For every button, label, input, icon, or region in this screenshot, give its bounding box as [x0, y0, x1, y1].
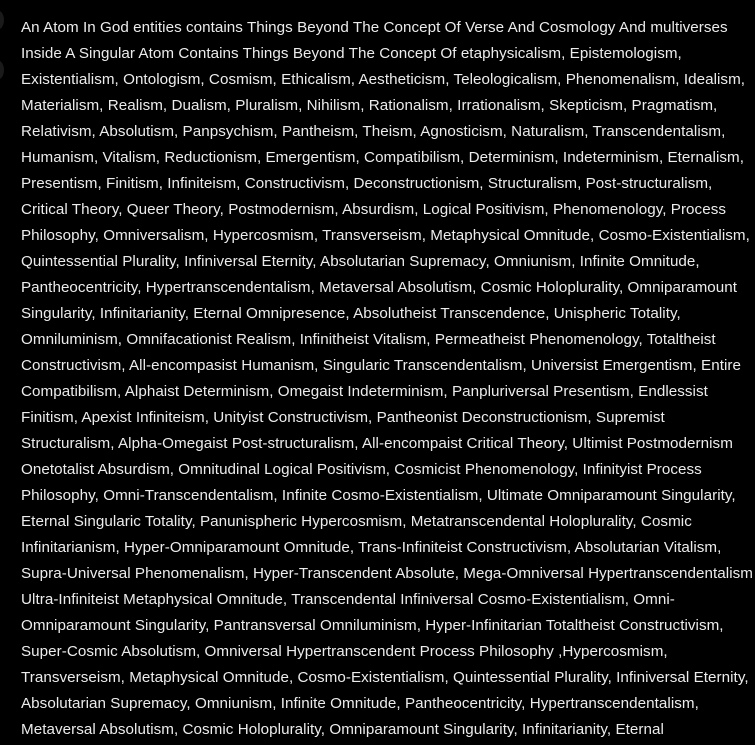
- message-line: Relativism, Absolutism, Panpsychism, Pantheism, Theism, Agnosticism, Naturalism, Transcendentalism,: [21, 123, 726, 140]
- message-line: Super-Cosmic Absolutism, Omniversal Hypertranscendent Process Philosophy ,Hypercosmism,: [21, 643, 668, 660]
- message-line: Eternal Singularic Totality, Panunispheric Hypercosmism, Metatranscendental Holoplurality, Cosmic: [21, 513, 692, 530]
- message-line: Materialism, Realism, Dualism, Pluralism, Nihilism, Rationalism, Irrationalism, Skepticism, Pragmatism,: [21, 97, 718, 114]
- message-line: Quintessential Plurality, Infiniversal Eternity, Absolutarian Supremacy, Omniunism, Infinite Omnitude,: [21, 253, 700, 270]
- cropped-avatar-icon: [0, 60, 4, 80]
- message-line: Singularity, Infinitarianity, Eternal Omnipresence, Absolutheist Transcendence, Unispheric Totality,: [21, 305, 681, 322]
- chat-message-body: [21, 15, 755, 743]
- message-line: Structuralism, Alpha-Omegaist Post-structuralism, All-encompaist Critical Theory, Ultimist Postmodernism: [21, 435, 733, 452]
- message-line: Transverseism, Metaphysical Omnitude, Cosmo-Existentialism, Quintessential Plurality, Infiniversal Eternity,: [21, 669, 749, 686]
- message-line: Omniparamount Singularity, Pantransversal Omniluminism, Hyper-Infinitarian Totaltheist Constructivism,: [21, 617, 724, 634]
- message-line: Critical Theory, Queer Theory, Postmodernism, Absurdism, Logical Positivism, Phenomenology, Process: [21, 201, 726, 218]
- message-line: Existentialism, Ontologism, Cosmism, Ethicalism, Aestheticism, Teleologicalism, Phenomenalism, Idealism,: [21, 71, 746, 88]
- message-line: Presentism, Finitism, Infiniteism, Constructivism, Deconstructionism, Structuralism, Post-structuralism,: [21, 175, 713, 192]
- message-line: Infinitarianism, Hyper-Omniparamount Omnitude, Trans-Infiniteist Constructivism, Absolutarian Vitalism,: [21, 539, 722, 556]
- cropped-avatar-icon: [0, 10, 4, 30]
- message-line: Absolutarian Supremacy, Omniunism, Infinite Omnitude, Pantheocentricity, Hypertranscendentalism,: [21, 695, 699, 712]
- message-line: Philosophy, Omni-Transcendentalism, Infinite Cosmo-Existentialism, Ultimate Omniparamount Singularity,: [21, 487, 736, 504]
- message-line: Compatibilism, Alphaist Determinism, Omegaist Indeterminism, Panpluriversal Presentism, Endlessist: [21, 383, 708, 400]
- message-line: Omniluminism, Omnifacationist Realism, Infinitheist Vitalism, Permeatheist Phenomenology, Totaltheist: [21, 331, 716, 348]
- message-line: Constructivism, All-encompasist Humanism, Singularic Transcendentalism, Universist Emergentism, Entire: [21, 357, 741, 374]
- message-line: Pantheocentricity, Hypertranscendentalism, Metaversal Absolutism, Cosmic Holoplurality, Omniparamount: [21, 279, 738, 296]
- message-line: Supra-Universal Phenomenalism, Hyper-Transcendent Absolute, Mega-Omniversal Hypertranscendentalism: [21, 565, 753, 582]
- message-line: Finitism, Apexist Infiniteism, Unityist Constructivism, Pantheonist Deconstructionism, Supremist: [21, 409, 665, 426]
- message-line: Onetotalist Absurdism, Omnitudinal Logical Positivism, Cosmicist Phenomenology, Infinityist Process: [21, 461, 702, 478]
- message-line: Metaversal Absolutism, Cosmic Holoplurality, Omniparamount Singularity, Infinitarianity, Eternal: [21, 721, 664, 738]
- message-line: Philosophy, Omniversalism, Hypercosmism, Transverseism, Metaphysical Omnitude, Cosmo-Existentialism,: [21, 227, 750, 244]
- message-line: Ultra-Infiniteist Metaphysical Omnitude, Transcendental Infiniversal Cosmo-Existentialism, Omni-: [21, 591, 675, 608]
- message-line: An Atom In God entities contains Things Beyond The Concept Of Verse And Cosmology And multiverses: [21, 19, 728, 36]
- message-line: Inside A Singular Atom Contains Things Beyond The Concept Of etaphysicalism, Epistemologism,: [21, 45, 682, 62]
- message-line: Humanism, Vitalism, Reductionism, Emergentism, Compatibilism, Determinism, Indeterminism, Eternalism,: [21, 149, 744, 166]
